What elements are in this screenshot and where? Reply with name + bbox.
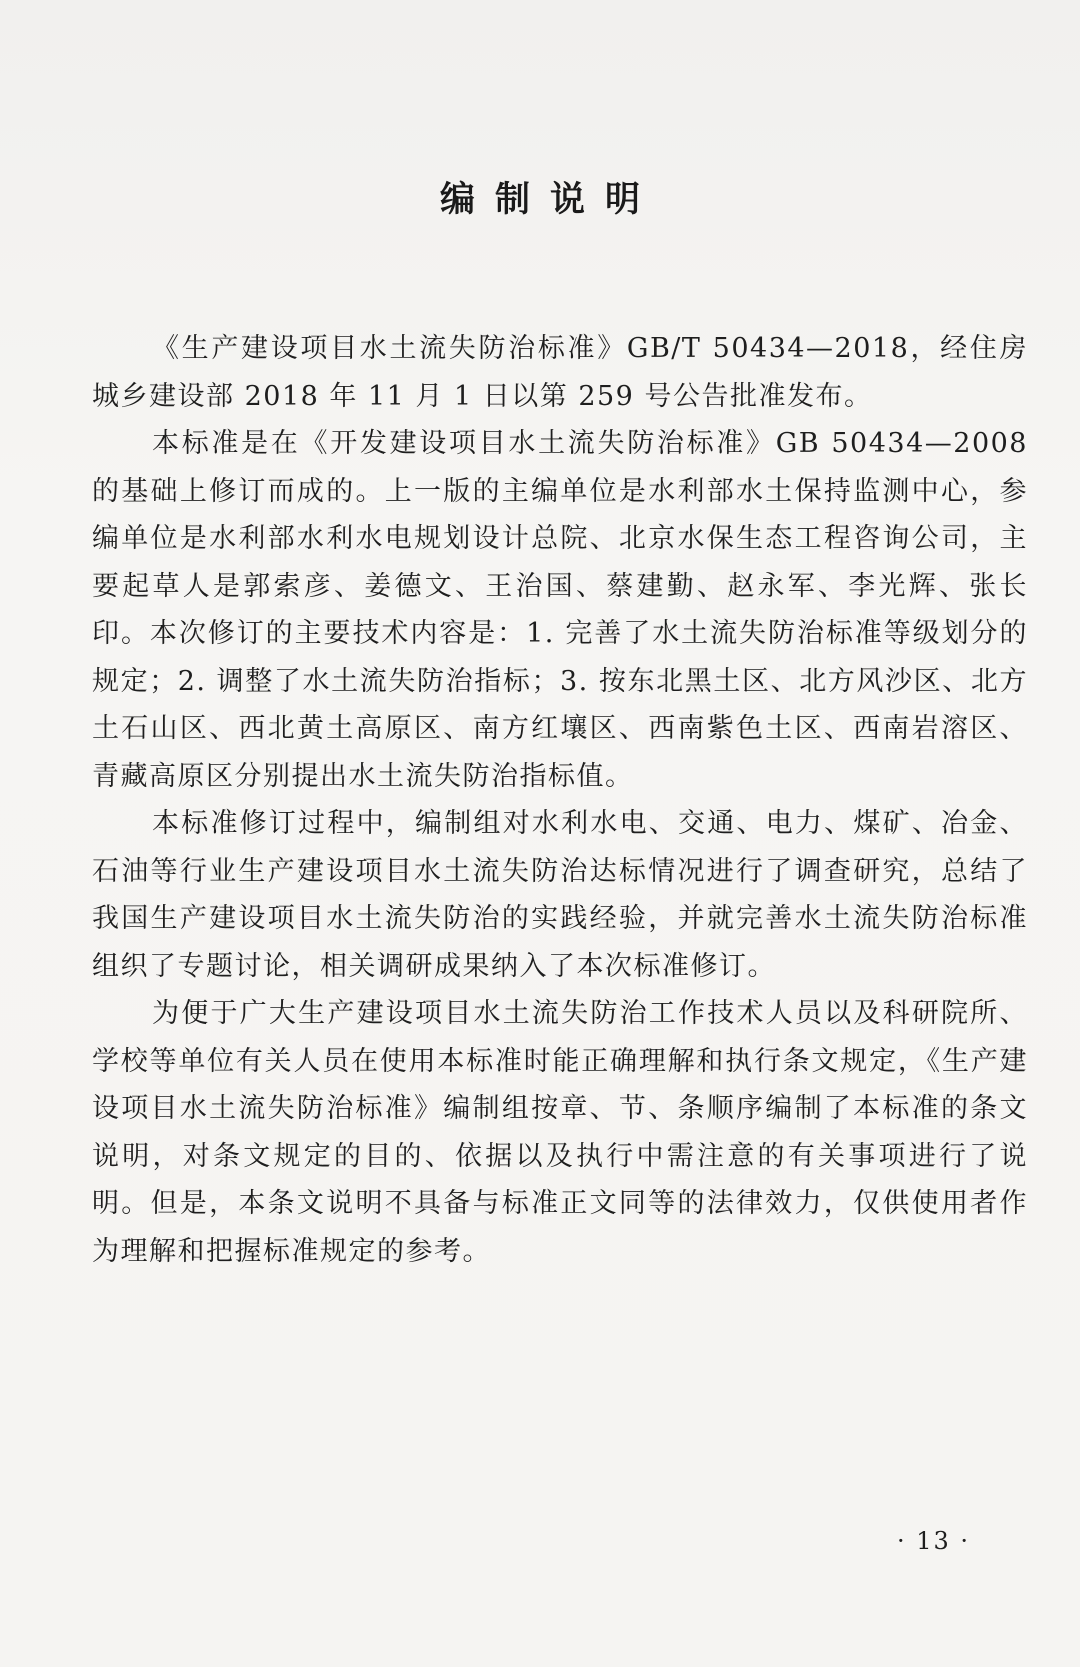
body-text (92, 325, 1028, 1275)
paragraph-revision-process: 本标准修订过程中，编制组对水利水电、交通、电力、煤矿、冶金、石油等行业生产建设项目水土流失防治达标情况进行了调查研究，总结了我国生产建设项目水土流失防治的实践经验，并就完善水土流失防治标准组织了专题讨论，相关调研成果纳入了本次标准修订。 (92, 808, 1028, 982)
paragraph-explanation-purpose: 为便于广大生产建设项目水土流失防治工作技术人员以及科研院所、学校等单位有关人员在使用本标准时能正确理解和执行条文规定，《生产建设项目水土流失防治标准》编制组按章、节、条顺序编制了本标准的条文说明，对条文规定的目的、依据以及执行中需注意的有关事项进行了说明。但是，本条文说明不具备与标准正文同等的法律效力，仅供使用者作为理解和把握标准规定的参考。 (92, 998, 1028, 1267)
paragraph-revision-history: 本标准是在《开发建设项目水土流失防治标准》GB 50434—2008 的基础上修订而成的。上一版的主编单位是水利部水土保持监测中心，参编单位是水利部水利水电规划设计总院、北京水保生态工程咨询公司，主要起草人是郭索彦、姜德文、王治国、蔡建勤、赵永军、李光辉、张长印。本次修订的主要技术内容是：1. 完善了水土流失防治标准等级划分的规定；2. 调整了水土流失防治指标；3. 按东北黑土区、北方风沙区、北方土石山区、西北黄土高原区、南方红壤区、西南紫色土区、西南岩溶区、青藏高原区分别提出水土流失防治指标值。 (92, 428, 1028, 792)
paragraph-approval: 《生产建设项目水土流失防治标准》GB/T 50434—2018，经住房城乡建设部 2018 年 11 月 1 日以第 259 号公告批准发布。 (92, 333, 1028, 412)
page-number: · 13 · (896, 1527, 970, 1555)
page-title: 编制说明 (439, 180, 660, 220)
